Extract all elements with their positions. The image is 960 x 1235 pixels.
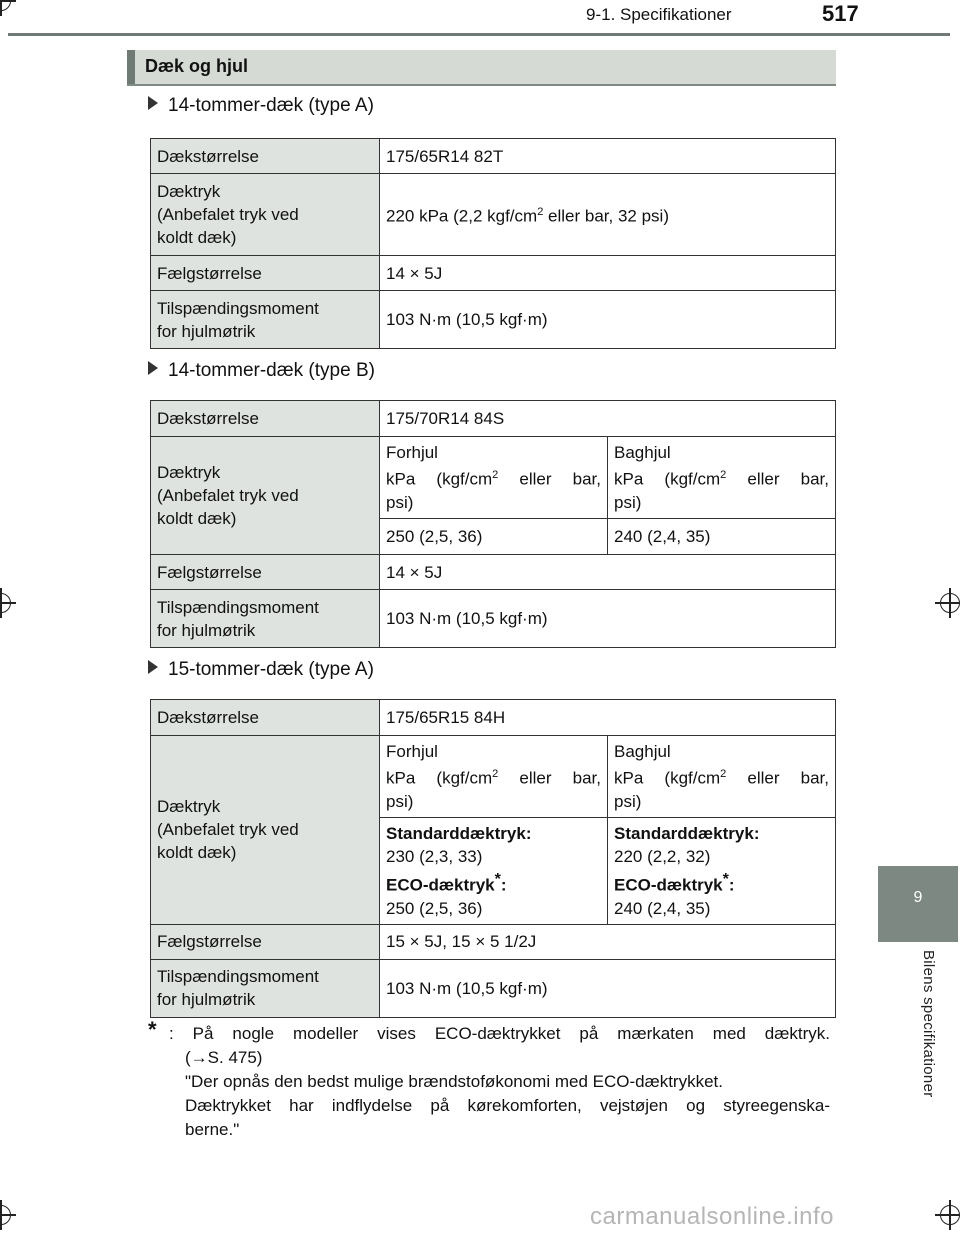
label-rim-size: Fælgstørrelse bbox=[151, 924, 380, 959]
label-tire-size: Dækstørrelse bbox=[151, 700, 380, 736]
value-tire-size: 175/65R14 82T bbox=[380, 139, 836, 174]
rear-wheel-header: Baghjul kPa ($kgf/cm^2$ eller bar, psi) bbox=[608, 437, 836, 519]
chapter-tab: 9 bbox=[878, 866, 958, 942]
label-tire-size: Dækstørrelse bbox=[151, 401, 380, 437]
front-wheel-header: Forhjul kPa ($kgf/cm^2$ eller bar, psi) bbox=[380, 736, 608, 818]
subheading-14-type-b bbox=[148, 360, 375, 382]
spec-table-14-type-b bbox=[150, 400, 836, 648]
value-tire-pressure: 220 kPa (2,2 kgf/$cm^2$ eller bar, 32 psi) bbox=[380, 174, 836, 256]
value-rim-size: 15 × 5J, 15 × 5 1/2J bbox=[380, 924, 836, 959]
label-rim-size: Fælgstørrelse bbox=[151, 256, 380, 291]
label-tire-pressure: Dæktryk (Anbefalet tryk ved koldt dæk) bbox=[151, 174, 380, 256]
subheading-text: 14-tommer-dæk (type B) bbox=[168, 360, 375, 381]
subheading-text: 15-tommer-dæk (type A) bbox=[168, 659, 374, 680]
label-nut-torque: Tilspændingsmoment for hjulmøtrik bbox=[151, 291, 380, 349]
label-tire-pressure: Dæktryk (Anbefalet tryk ved koldt dæk) bbox=[151, 437, 380, 555]
crop-mark-icon bbox=[940, 593, 960, 613]
label-nut-torque: Tilspændingsmoment for hjulmøtrik bbox=[151, 959, 380, 1017]
footnote bbox=[148, 1017, 830, 1142]
triangle-bullet-icon bbox=[148, 660, 158, 674]
value-tire-size: 175/70R14 84S bbox=[380, 401, 836, 437]
triangle-bullet-icon bbox=[148, 361, 158, 375]
watermark: carmanualsonline.info bbox=[590, 1203, 834, 1230]
front-wheel-header: Forhjul kPa ($kgf/cm^2$ eller bar, psi) bbox=[380, 437, 608, 519]
spec-table-15-type-a bbox=[150, 699, 836, 1018]
footnote-line-4: Dæktrykket har indflydelse på kørekomforten, vejstøjen og styreegenska- bbox=[185, 1096, 830, 1115]
header-section-title: 9-1. Specifikationer bbox=[586, 5, 732, 24]
section-bar-accent bbox=[127, 50, 135, 84]
chapter-side-label: Bilens specifikationer bbox=[920, 950, 937, 1098]
subheading-14-type-a bbox=[148, 95, 374, 117]
subheading-text: 14-tommer-dæk (type A) bbox=[168, 95, 374, 116]
value-nut-torque: 103 N·m (10,5 kgf·m) bbox=[380, 590, 836, 648]
footnote-line-1: : På nogle modeller vises ECO-dæktrykket på mærkaten med dæktryk. bbox=[169, 1024, 830, 1043]
label-rim-size: Fælgstørrelse bbox=[151, 555, 380, 590]
rear-pressure-value: 240 (2,4, 35) bbox=[608, 519, 836, 555]
footnote-line-5: berne." bbox=[185, 1120, 240, 1139]
footnote-marker: * bbox=[148, 1017, 157, 1042]
label-nut-torque: Tilspændingsmoment for hjulmøtrik bbox=[151, 590, 380, 648]
triangle-bullet-icon bbox=[148, 96, 158, 110]
label-tire-size: Dækstørrelse bbox=[151, 139, 380, 174]
front-pressure-values: Standarddæktryk: 230 (2,3, 33) ECO-dæktryk*: 250 (2,5, 36) bbox=[380, 818, 608, 925]
value-rim-size: 14 × 5J bbox=[380, 555, 836, 590]
rear-wheel-header: Baghjul kPa ($kgf/cm^2$ eller bar, psi) bbox=[608, 736, 836, 818]
value-nut-torque: 103 N·m (10,5 kgf·m) bbox=[380, 291, 836, 349]
value-nut-torque: 103 N·m (10,5 kgf·m) bbox=[380, 959, 836, 1017]
value-rim-size: 14 × 5J bbox=[380, 256, 836, 291]
page-number: 517 bbox=[822, 1, 859, 26]
rear-pressure-values: Standarddæktryk: 220 (2,2, 32) ECO-dæktryk*: 240 (2,4, 35) bbox=[608, 818, 836, 925]
crop-mark-icon bbox=[940, 1205, 960, 1225]
value-tire-size: 175/65R15 84H bbox=[380, 700, 836, 736]
front-pressure-value: 250 (2,5, 36) bbox=[380, 519, 608, 555]
footnote-page-ref: (→S. 475) bbox=[185, 1048, 263, 1067]
footnote-line-3: "Der opnås den bedst mulige brændstoføkonomi med ECO-dæktrykket. bbox=[185, 1072, 723, 1091]
section-title-bar bbox=[127, 50, 836, 86]
header-rule bbox=[8, 33, 950, 36]
crop-mark-icon bbox=[0, 0, 11, 11]
label-tire-pressure: Dæktryk (Anbefalet tryk ved koldt dæk) bbox=[151, 736, 380, 925]
crop-mark-icon bbox=[0, 593, 11, 613]
spec-table-14-type-a bbox=[150, 138, 836, 349]
crop-mark-icon bbox=[0, 1205, 11, 1225]
section-title: Dæk og hjul bbox=[145, 56, 248, 76]
subheading-15-type-a bbox=[148, 659, 374, 681]
